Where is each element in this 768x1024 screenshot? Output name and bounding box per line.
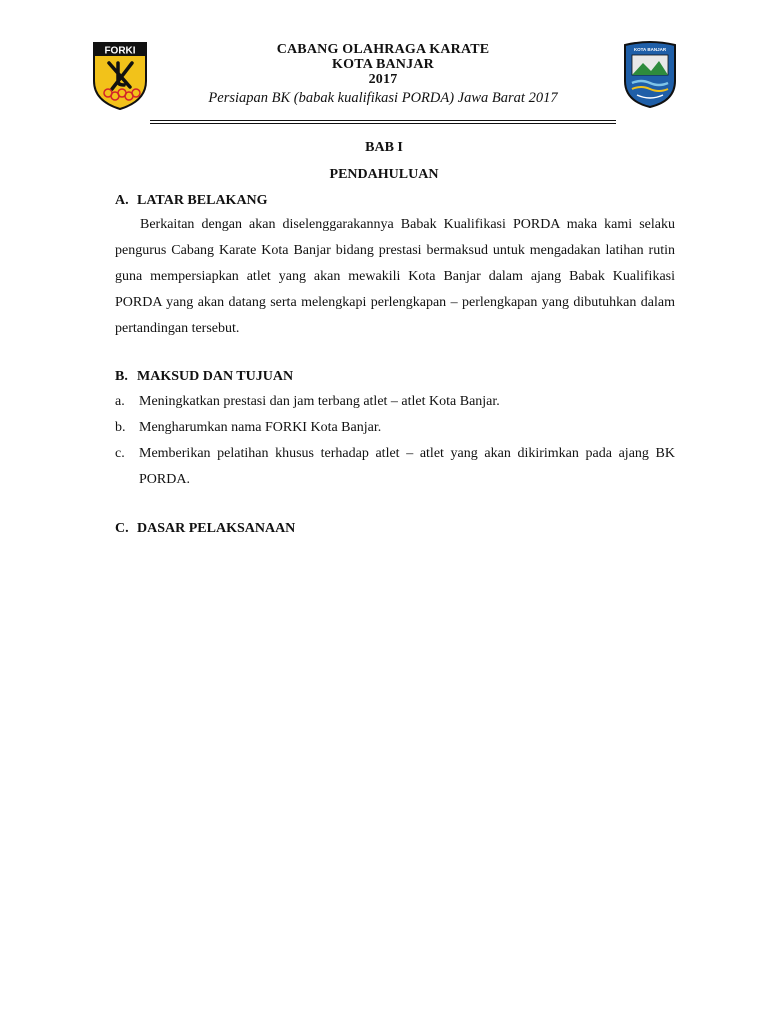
- list-item-mark: a.: [115, 394, 125, 409]
- list-item: [115, 415, 675, 441]
- forki-logo-text: FORKI: [104, 45, 136, 57]
- section-a-paragraph: Berkaitan dengan akan diselenggarakannya Babak Kualifikasi PORDA maka kami selaku pengurus Cabang Karate Kota Banjar bidang prestasi bermaksud untuk mengadakan latihan rutin guna mempersiapkan atlet yang akan mewakili Kota Banjar dalam ajang Babak Kualifikasi PORDA yang akan datang serta melengkapi perlengkapan – perlengkapan yang dibutuhkan dalam pertandingan tersebut.: [115, 217, 675, 336]
- list-item-text: Meningkatkan prestasi dan jam terbang atlet – atlet Kota Banjar.: [139, 394, 500, 409]
- section-c-letter: C.: [115, 521, 129, 536]
- forki-shield-logo-icon: [92, 41, 148, 111]
- list-item-text: Mengharumkan nama FORKI Kota Banjar.: [139, 420, 382, 435]
- list-item-text: Memberikan pelatihan khusus terhadap atlet – atlet yang akan dikirimkan pada ajang BK PORDA.: [139, 446, 675, 487]
- header-subtitle: Persiapan BK (babak kualifikasi PORDA) Jawa Barat 2017: [208, 90, 558, 106]
- list-item-mark: b.: [115, 420, 126, 435]
- list-item: [115, 441, 675, 493]
- emblem-top-text: KOTA BANJAR: [633, 47, 667, 52]
- section-a-title: LATAR BELAKANG: [137, 193, 268, 208]
- section-b-list: [115, 389, 675, 493]
- header-line-1: CABANG OLAHRAGA KARATE: [276, 42, 490, 57]
- list-item: [115, 389, 675, 415]
- header-divider: [150, 120, 616, 124]
- kota-banjar-emblem-icon: [623, 39, 677, 109]
- header-line-2: KOTA BANJAR: [332, 57, 434, 72]
- section-a-letter: A.: [115, 193, 129, 208]
- section-b-letter: B.: [115, 369, 128, 384]
- chapter-title: PENDAHULUAN: [329, 167, 439, 182]
- section-b-title: MAKSUD DAN TUJUAN: [137, 369, 294, 384]
- section-c-title: DASAR PELAKSANAAN: [137, 521, 296, 536]
- list-item-mark: c.: [115, 446, 125, 461]
- chapter-number: BAB I: [365, 140, 403, 155]
- section-a-heading: [115, 193, 268, 209]
- section-c-heading: [115, 521, 295, 537]
- header-line-3: 2017: [368, 72, 398, 87]
- document-header: [150, 42, 616, 108]
- section-b-heading: [115, 369, 293, 385]
